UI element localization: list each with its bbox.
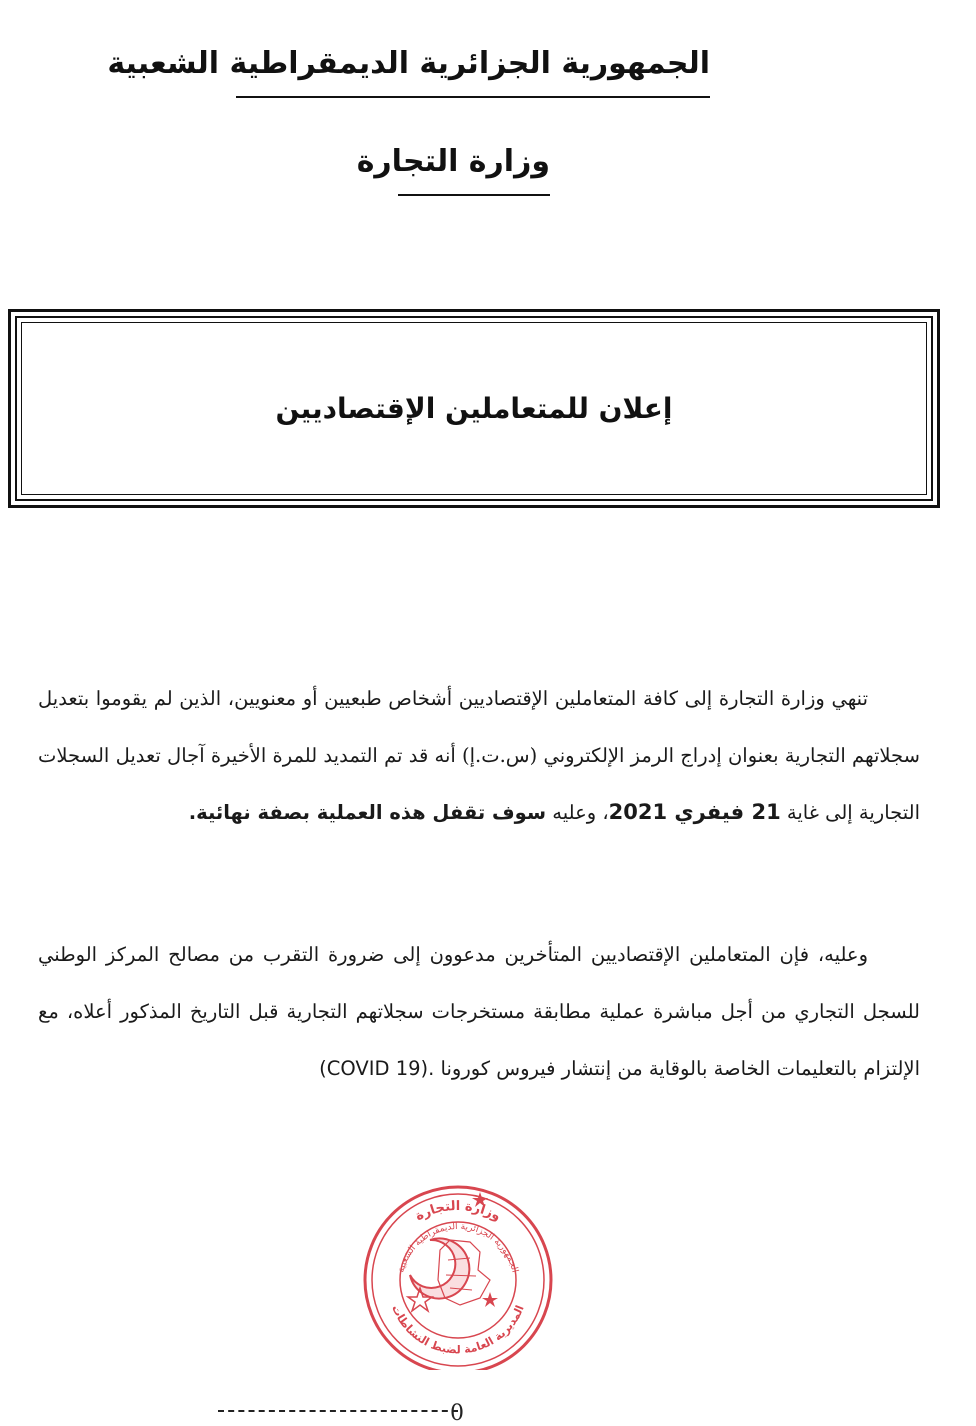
seal-bottom-text: المديرية العامة لضبط النشاطات xyxy=(389,1303,527,1357)
deadline-date: 21 فيفري 2021 xyxy=(608,800,781,824)
seal-inner-text: الجمهورية الجزائرية الديمقراطية الشعبية xyxy=(396,1221,520,1274)
paragraph1-connector: ، وعليه xyxy=(552,801,609,824)
paragraph-extension-notice xyxy=(38,670,920,841)
paragraph1-text: تنهي وزارة التجارة إلى كافة المتعاملين الإقتصاديين أشخاص طبعيين أو معنويين، الذين لم يقوموا بتعديل سجلاتهم التجارية بعنوان إدراج الرمز الإلكتروني (س.ت.إ) أنه قد تم التمديد للمرة الأخيرة آجال تعديل السجلات التجارية إلى غاية xyxy=(38,687,920,824)
closing-statement: سوف تقفل هذه العملية بصفة نهائية. xyxy=(188,801,547,824)
covid-label: (COVID 19). xyxy=(319,1057,435,1080)
seal-outer-text: وزارة التجارة xyxy=(412,1198,504,1225)
seal-graphic xyxy=(330,1180,580,1370)
announcement-title: إعلان للمتعاملين الإقتصاديين xyxy=(275,392,673,425)
paragraph-invitation xyxy=(38,926,920,1097)
footer-divider xyxy=(218,1410,458,1412)
svg-text:وزارة التجارة xyxy=(413,1199,503,1224)
announcement-frame xyxy=(8,309,940,508)
paragraph2-text: وعليه، فإن المتعاملين الإقتصاديين المتأخرين مدعوون إلى ضرورة التقرب من مصالح المركز الوطني للسجل التجاري من أجل مباشرة عملية مطابقة مستخرجات سجلاتهم التجارية قبل التاريخ المذكور أعلاه، مع الإلتزام بالتعليمات الخاصة بالوقاية من إنتشار فيروس كورونا xyxy=(38,943,920,1080)
page-number: 0 xyxy=(450,1401,464,1426)
republic-heading: الجمهورية الجزائرية الديمقراطية الشعبية xyxy=(236,38,710,98)
official-seal xyxy=(330,1180,580,1370)
ministry-heading: وزارة التجارة xyxy=(398,136,550,196)
seal-small-star-icon xyxy=(482,1292,498,1307)
